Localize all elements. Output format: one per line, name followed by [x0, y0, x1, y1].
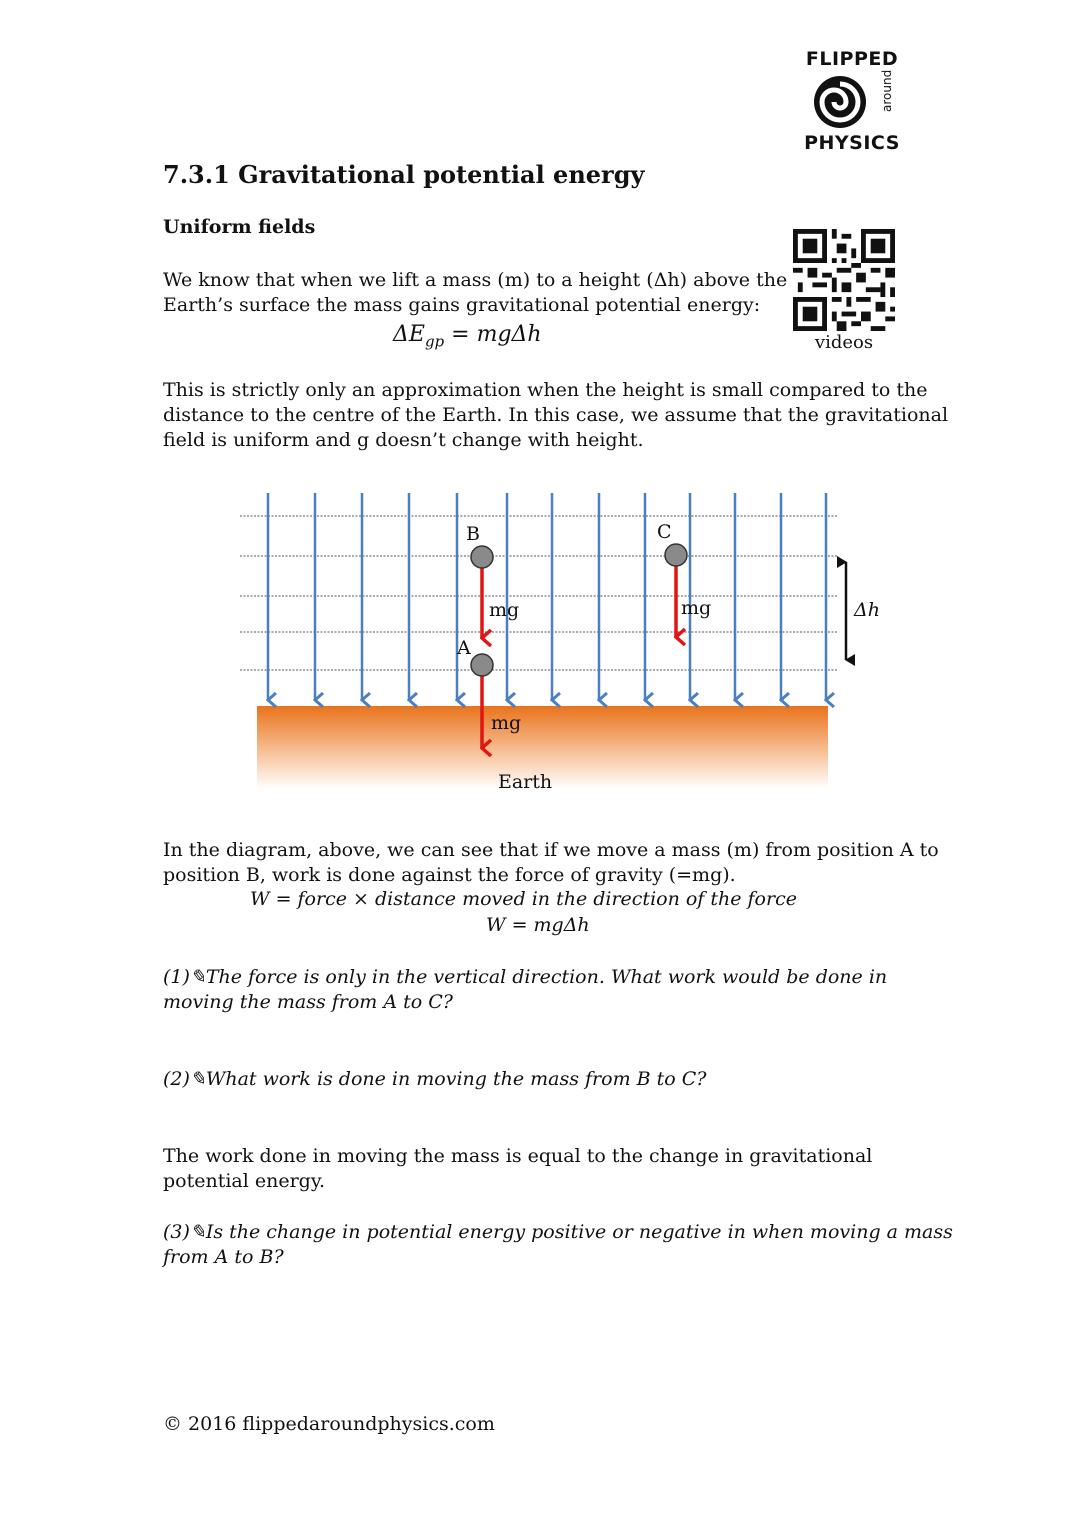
work-equation-2: W = mgΔh — [486, 914, 590, 936]
question-3-line-2: from A to B? — [163, 1246, 284, 1268]
force-label-c: mg — [681, 597, 712, 619]
force-label-b: mg — [489, 599, 520, 621]
mass-b — [471, 546, 493, 568]
logo-side-text: around — [880, 69, 894, 112]
copyright-footer[interactable]: © 2016 flippedaroundphysics.com — [163, 1413, 495, 1435]
statement-line-1: The work done in moving the mass is equal to the change in gravitational — [163, 1145, 873, 1167]
mass-a — [471, 654, 493, 676]
explanation-paragraph — [163, 838, 963, 888]
equipotential-lines — [240, 516, 838, 670]
earth-label: Earth — [498, 771, 553, 793]
approximation-line-1: This is strictly only an approximation when the height is small compared to the — [163, 379, 928, 401]
explanation-line-1: In the diagram, above, we can see that if we move a mass (m) from position A to — [163, 839, 939, 861]
question-1-line-1: (1)✎The force is only in the vertical direction. What work would be done in — [163, 966, 888, 988]
question-3-line-1: (3)✎Is the change in potential energy positive or negative in when moving a mass — [163, 1221, 953, 1243]
question-1-line-2: moving the mass from A to C? — [163, 991, 453, 1013]
page-title: 7.3.1 Gravitational potential energy — [163, 160, 645, 189]
approximation-line-2: distance to the centre of the Earth. In this case, we assume that the gravitational — [163, 404, 949, 426]
label-a: A — [457, 637, 471, 659]
qr-label: videos — [814, 332, 874, 353]
work-equation-1: W = force × distance moved in the direction of the force — [250, 888, 797, 910]
explanation-line-2: position B, work is done against the force of gravity (=mg). — [163, 864, 736, 886]
approximation-line-3: field is uniform and g doesn’t change with height. — [163, 429, 644, 451]
intro-line-1: We know that when we lift a mass (m) to a height (Δh) above the — [163, 269, 788, 291]
logo-top-text: FLIPPED — [805, 48, 899, 70]
gpe-equation-rhs: = mgΔh — [444, 322, 542, 347]
statement-line-2: potential energy. — [163, 1170, 326, 1192]
question-1 — [163, 965, 963, 1015]
logo-bottom-text: PHYSICS — [804, 132, 900, 154]
section-heading: Uniform fields — [163, 216, 316, 238]
statement-paragraph — [163, 1144, 963, 1194]
mass-c — [665, 544, 687, 566]
label-c: C — [657, 521, 672, 543]
gpe-equation-lhs: ΔE — [393, 322, 425, 347]
question-3 — [163, 1220, 983, 1270]
question-2: (2)✎What work is done in moving the mass from B to C? — [163, 1068, 707, 1090]
height-label: Δh — [854, 599, 880, 621]
label-b: B — [466, 523, 480, 545]
force-label-a: mg — [491, 712, 522, 734]
intro-line-2: Earth’s surface the mass gains gravitational potential energy: — [163, 294, 761, 316]
gpe-equation-sub: gp — [424, 332, 445, 351]
